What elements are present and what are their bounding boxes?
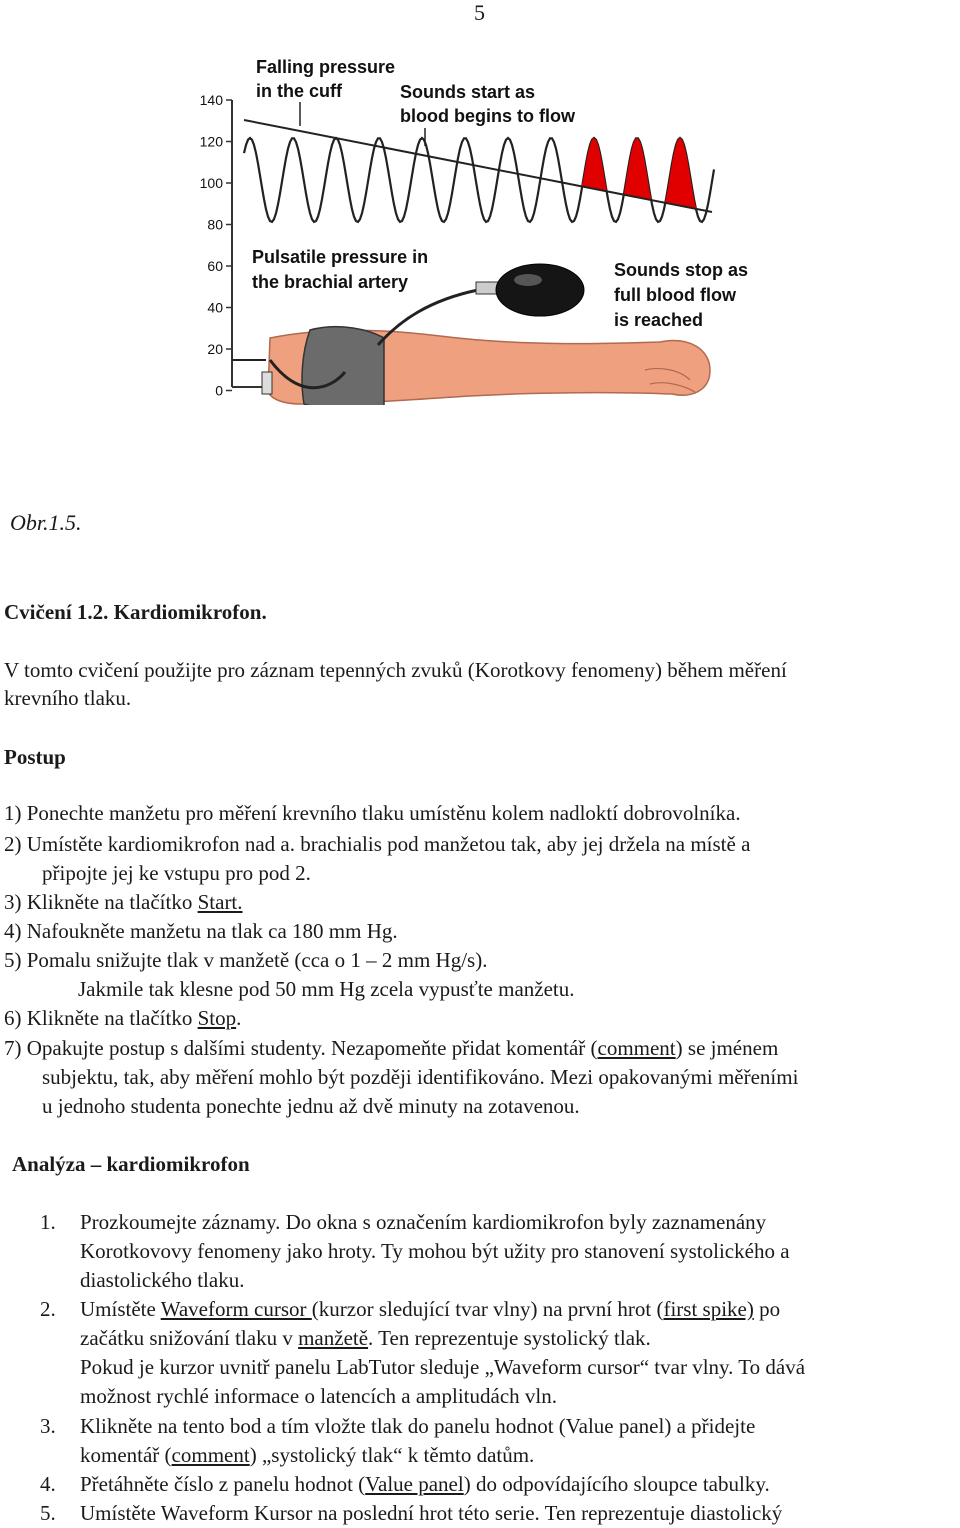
scale-tick-label: 20 (207, 341, 223, 357)
step-6-end: . (236, 1006, 242, 1030)
step-3 (4, 888, 243, 917)
blood-pressure-cuff (302, 327, 384, 405)
first-spike-link[interactable]: first spike) (663, 1297, 754, 1321)
analysis-2-text-c: po (753, 1297, 781, 1321)
step-6-text: 6) Klikněte na tlačítko (4, 1006, 198, 1030)
postup-title: Postup (4, 745, 66, 769)
figure-caption: Obr.1.5. (10, 510, 82, 535)
analysis-2-line-3: Pokud je kurzor uvnitř panelu LabTutor sleduje „Waveform cursor“ tvar vlny. To dává (80, 1355, 806, 1379)
korotkoff-spike (616, 138, 658, 201)
exercise-title: Cvičení 1.2. Kardiomikrofon. (4, 600, 267, 624)
analysis-2-line-1 (40, 1295, 780, 1324)
step-2-line-1: 2) Umístěte kardiomikrofon nad a. brachialis pod manžetou tak, aby jej držela na místě a (4, 832, 751, 856)
step-7-line-1 (4, 1034, 778, 1063)
label-blood-flow: blood begins to flow (400, 106, 575, 126)
pressure-scale (200, 92, 232, 399)
intro-line-2: krevního tlaku. (4, 686, 132, 710)
bulb-highlight (514, 274, 542, 286)
korotkoff-spike (573, 138, 615, 193)
analysis-3-line-1 (40, 1412, 755, 1441)
value-panel-link[interactable]: Value panel (365, 1472, 464, 1496)
page-number: 5 (474, 0, 485, 25)
korotkoff-figure (185, 50, 775, 405)
scale-tick-label: 140 (199, 92, 223, 108)
label-full-flow: full blood flow (614, 285, 736, 305)
step-5-line-2: Jakmile tak klesne pod 50 mm Hg zcela vypusťte manžetu. (78, 977, 575, 1001)
analysis-2-line-2 (80, 1324, 651, 1353)
step-5-line-1: 5) Pomalu snižujte tlak v manžetě (cca o 1 – 2 mm Hg/s). (4, 948, 488, 972)
korotkoff-sound-spikes (573, 138, 701, 209)
step-6 (4, 1004, 241, 1033)
label-in-cuff: in the cuff (256, 81, 342, 101)
analysis-4-end: ) do odpovídajícího sloupce tabulky. (463, 1472, 770, 1496)
step-1: 1) Ponechte manžetu pro měření krevního tlaku umístěnu kolem nadloktí dobrovolníka. (4, 801, 741, 825)
step-7-text: 7) Opakujte postup s dalšími studenty. Nezapomeňte přidat komentář ( (4, 1036, 598, 1060)
analysis-4-text: Přetáhněte číslo z panelu hodnot ( (80, 1472, 366, 1496)
analysis-4 (40, 1470, 770, 1499)
label-brachial: the brachial artery (252, 272, 409, 292)
analysis-title: Analýza – kardiomikrofon (12, 1152, 250, 1176)
step-3-text: 3) Klikněte na tlačítko (4, 890, 198, 914)
step-7-line-2: subjektu, tak, aby měření mohlo být později identifikováno. Mezi opakovanými měřeními (42, 1065, 799, 1089)
scale-tick-label: 60 (207, 258, 223, 274)
comment-link-2[interactable]: comment (171, 1443, 250, 1467)
analysis-3-text: Klikněte na tento bod a tím vložte tlak do panelu hodnot (Value panel) a přidejte (80, 1414, 756, 1438)
start-link[interactable]: Start. (197, 890, 243, 914)
analysis-1-line-3: diastolického tlaku. (80, 1268, 245, 1292)
analysis-3b-text: komentář ( (80, 1443, 172, 1467)
analysis-3-number: 3. (40, 1414, 56, 1438)
scale-tick-label: 120 (199, 133, 223, 150)
step-4: 4) Nafoukněte manžetu na tlak ca 180 mm Hg. (4, 919, 398, 943)
analysis-2-line-4: možnost rychlé informace o latencích a amplitudách vln. (80, 1384, 557, 1408)
label-reached: is reached (614, 310, 704, 330)
inflation-bulb (496, 264, 584, 316)
analysis-1-line-1 (40, 1208, 766, 1237)
analysis-2-text-a: Umístěte (80, 1297, 161, 1321)
step-7-line-3: u jednoho studenta ponechte jednu až dvě minuty na zotavenou. (42, 1094, 580, 1118)
waveform-cursor-link[interactable]: Waveform cursor (160, 1297, 312, 1321)
analysis-1-text: Prozkoumejte záznamy. Do okna s označením kardiomikrofon byly zaznamenány (80, 1210, 767, 1234)
analysis-3-line-2 (80, 1441, 534, 1470)
label-pulsatile: Pulsatile pressure in (252, 247, 429, 267)
analysis-1-number: 1. (40, 1210, 56, 1234)
comment-link[interactable]: comment (597, 1036, 676, 1060)
analysis-5-number: 5. (40, 1501, 56, 1525)
step-7-end: ) se jménem (675, 1036, 779, 1060)
analysis-3b-end: ) „systolický tlak“ k těmto datům. (249, 1443, 535, 1467)
analysis-5 (40, 1499, 782, 1528)
step-2-line-2: připojte jej ke vstupu pro pod 2. (42, 861, 311, 885)
scale-tick-label: 0 (215, 382, 223, 399)
label-falling-pressure: Falling pressure (256, 57, 396, 77)
analysis-2b-text: začátku snižování tlaku v (80, 1326, 299, 1350)
scale-tick-label: 100 (199, 175, 223, 191)
tube-connector (262, 372, 272, 394)
label-sounds-stop: Sounds stop as (614, 260, 749, 280)
analysis-5-text: Umístěte Waveform Kursor na poslední hrot této serie. Ten reprezentuje diastolický (80, 1501, 783, 1525)
scale-tick-label: 40 (207, 299, 223, 316)
analysis-1-line-2: Korotkovovy fenomeny jako hroty. Ty mohou být užity pro stanovení systolického a (80, 1239, 790, 1263)
intro-line-1: V tomto cvičení použijte pro záznam tepenných zvuků (Korotkovy fenomeny) během měření (4, 658, 787, 682)
label-sounds-start: Sounds start as (400, 82, 536, 102)
stop-link[interactable]: Stop (197, 1006, 237, 1030)
analysis-2b-end: . Ten reprezentuje systolický tlak. (368, 1326, 651, 1350)
analysis-2-text-b: (kurzor sledující tvar vlny) na první hrot ( (311, 1297, 664, 1321)
manzeta-link[interactable]: manžetě (298, 1326, 369, 1350)
analysis-4-number: 4. (40, 1472, 56, 1496)
scale-tick-label: 80 (207, 216, 223, 233)
analysis-2-number: 2. (40, 1297, 56, 1321)
